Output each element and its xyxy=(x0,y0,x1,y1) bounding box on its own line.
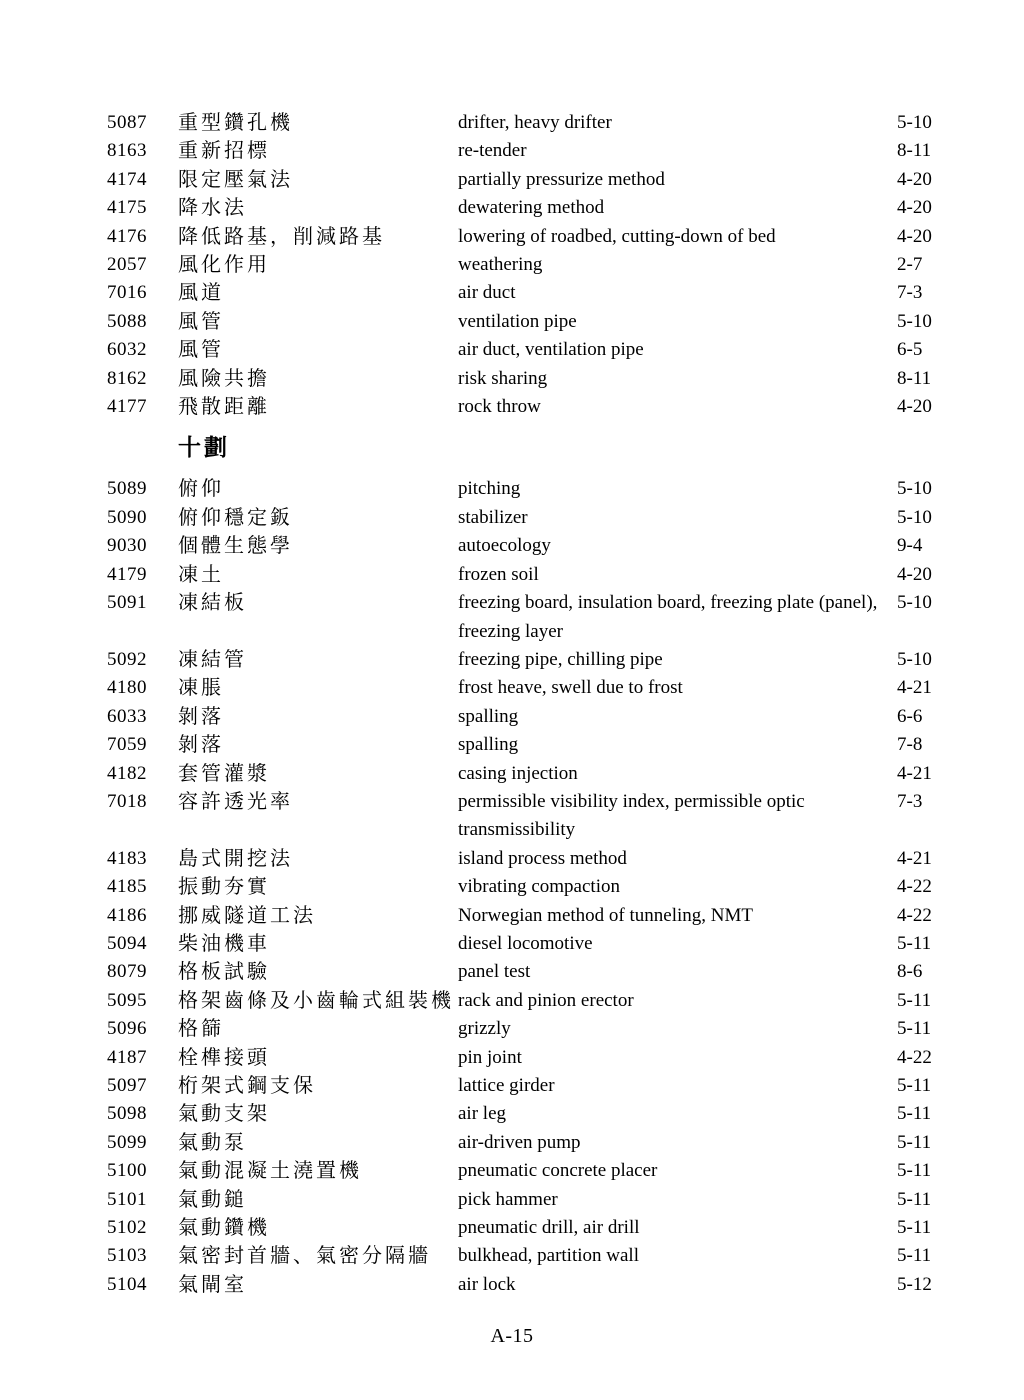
term-row xyxy=(107,760,1004,788)
term-chinese: 格篩 xyxy=(178,1018,224,1041)
term-chinese: 重新招標 xyxy=(178,140,270,163)
term-row xyxy=(107,958,1004,986)
term-row xyxy=(107,731,1004,759)
term-page-ref: 9-4 xyxy=(897,535,923,557)
term-row xyxy=(107,646,1004,674)
term-id: 5087 xyxy=(107,112,147,133)
term-chinese: 凍土 xyxy=(178,563,224,586)
term-row xyxy=(107,1214,1004,1242)
term-english: diesel locomotive xyxy=(458,932,593,954)
term-id: 5098 xyxy=(107,1103,147,1125)
term-id: 7016 xyxy=(107,282,147,304)
term-id: 8163 xyxy=(107,140,147,162)
term-id: 5088 xyxy=(107,310,147,332)
term-chinese: 風管 xyxy=(178,339,224,362)
term-row xyxy=(107,504,1004,532)
term-page-ref: 5-10 xyxy=(897,648,932,670)
term-row xyxy=(107,788,1004,845)
term-id: 4175 xyxy=(107,197,147,219)
term-english: pneumatic concrete placer xyxy=(458,1160,658,1182)
term-id: 5091 xyxy=(107,592,147,614)
term-english: air leg xyxy=(458,1103,507,1125)
term-english: lowering of roadbed, cutting-down of bed xyxy=(458,225,776,247)
term-english: spalling xyxy=(458,734,519,756)
term-chinese: 氣動泵 xyxy=(178,1131,247,1154)
term-id: 5104 xyxy=(107,1273,147,1295)
term-row xyxy=(107,1044,1004,1072)
term-english: grizzly xyxy=(458,1018,511,1040)
term-page-ref: 4-21 xyxy=(897,847,932,869)
term-page-ref: 5-11 xyxy=(897,1018,932,1040)
term-english: pin joint xyxy=(458,1046,522,1068)
term-row xyxy=(107,1186,1004,1214)
term-chinese: 柴油機車 xyxy=(178,932,270,955)
term-chinese: 氣密封首牆、氣密分隔牆 xyxy=(178,1245,431,1268)
term-row xyxy=(107,365,1004,393)
term-row xyxy=(107,308,1004,336)
term-chinese: 容許透光率 xyxy=(178,790,293,813)
term-chinese: 套管灌漿 xyxy=(178,762,270,785)
term-english: rock throw xyxy=(458,396,541,418)
term-chinese: 風道 xyxy=(178,282,224,305)
term-page-ref: 5-11 xyxy=(897,1188,932,1210)
term-chinese: 俯仰 xyxy=(178,478,224,501)
term-chinese: 桁架式鋼支保 xyxy=(178,1075,316,1097)
term-english: Norwegian method of tunneling, NMT xyxy=(458,904,753,926)
term-row xyxy=(107,532,1004,560)
term-english: drifter, heavy drifter xyxy=(458,112,612,133)
term-english: pitching xyxy=(458,478,521,500)
term-id: 5103 xyxy=(107,1245,147,1267)
term-id: 5095 xyxy=(107,989,147,1011)
term-row xyxy=(107,109,1004,137)
term-page-ref: 4-20 xyxy=(897,563,932,585)
term-row xyxy=(107,589,1004,646)
term-row xyxy=(107,251,1004,279)
term-row xyxy=(107,1271,1004,1299)
term-id: 5099 xyxy=(107,1131,147,1153)
term-id: 5094 xyxy=(107,932,147,954)
term-row xyxy=(107,1157,1004,1185)
term-id: 6032 xyxy=(107,339,147,361)
term-english: casing injection xyxy=(458,762,578,784)
term-chinese: 振動夯實 xyxy=(178,876,270,899)
term-english: dewatering method xyxy=(458,197,605,219)
term-row xyxy=(107,1242,1004,1270)
term-page-ref: 8-6 xyxy=(897,961,923,983)
term-row xyxy=(107,1129,1004,1157)
term-page-ref: 7-8 xyxy=(897,734,923,756)
term-chinese: 氣動鑽機 xyxy=(178,1217,270,1240)
term-id: 4177 xyxy=(107,396,147,418)
term-page-ref: 4-22 xyxy=(897,876,932,898)
term-english: re-tender xyxy=(458,140,527,162)
term-row xyxy=(107,561,1004,589)
term-page-ref: 5-11 xyxy=(897,1160,932,1182)
term-chinese: 島式開挖法 xyxy=(178,847,293,870)
term-page-ref: 5-10 xyxy=(897,506,932,528)
term-english: air-driven pump xyxy=(458,1131,581,1153)
term-row xyxy=(107,1100,1004,1128)
term-page-ref: 4-20 xyxy=(897,396,932,418)
term-chinese: 氣動支架 xyxy=(178,1103,270,1126)
term-chinese: 限定壓氣法 xyxy=(178,168,293,191)
term-id: 5096 xyxy=(107,1018,147,1040)
term-row xyxy=(107,1072,1004,1100)
term-id: 9030 xyxy=(107,535,147,557)
term-english: weathering xyxy=(458,254,543,276)
term-row xyxy=(107,194,1004,222)
term-chinese: 氣動混凝土澆置機 xyxy=(178,1160,362,1183)
term-page-ref: 4-22 xyxy=(897,1046,932,1068)
term-chinese: 氣閘室 xyxy=(178,1273,247,1296)
term-page-ref: 5-11 xyxy=(897,1103,932,1125)
term-chinese: 挪威隧道工法 xyxy=(178,904,316,927)
term-row xyxy=(107,279,1004,307)
term-row xyxy=(107,674,1004,702)
term-id: 8079 xyxy=(107,961,147,983)
term-english: vibrating compaction xyxy=(458,876,620,898)
term-chinese: 飛散距離 xyxy=(178,396,270,419)
term-id: 5097 xyxy=(107,1075,147,1096)
term-row xyxy=(107,703,1004,731)
term-english: permissible visibility index, permissible optic transmissibility xyxy=(458,790,805,841)
term-page-ref: 2-7 xyxy=(897,254,923,276)
term-id: 4174 xyxy=(107,168,147,190)
term-chinese: 凍結管 xyxy=(178,648,247,671)
term-page-ref: 4-21 xyxy=(897,677,932,699)
term-id: 7059 xyxy=(107,734,147,756)
term-id: 4185 xyxy=(107,876,147,898)
term-row xyxy=(107,873,1004,901)
term-id: 8162 xyxy=(107,367,147,389)
term-english: lattice girder xyxy=(458,1075,555,1096)
term-id: 7018 xyxy=(107,790,147,812)
term-chinese: 風化作用 xyxy=(178,254,270,277)
glossary-list xyxy=(107,109,1004,1299)
term-chinese: 剝落 xyxy=(178,734,224,757)
term-english: frozen soil xyxy=(458,563,539,585)
term-english: frost heave, swell due to frost xyxy=(458,677,683,699)
term-row xyxy=(107,223,1004,251)
term-row xyxy=(107,902,1004,930)
term-id: 4182 xyxy=(107,762,147,784)
term-row xyxy=(107,475,1004,503)
term-page-ref: 8-11 xyxy=(897,140,932,162)
term-page-ref: 4-22 xyxy=(897,904,932,926)
term-page-ref: 5-10 xyxy=(897,112,932,133)
term-english: air lock xyxy=(458,1273,516,1295)
term-row xyxy=(107,987,1004,1015)
page-number: A-15 xyxy=(490,1325,534,1348)
term-row xyxy=(107,336,1004,364)
term-row xyxy=(107,1015,1004,1043)
term-english: freezing board, insulation board, freezing plate (panel), freezing layer xyxy=(458,592,878,642)
term-english: panel test xyxy=(458,961,531,983)
term-id: 5100 xyxy=(107,1160,147,1182)
term-chinese: 格板試驗 xyxy=(178,961,270,984)
term-chinese: 個體生態學 xyxy=(178,535,293,558)
term-english: risk sharing xyxy=(458,367,548,389)
term-chinese: 重型鑽孔機 xyxy=(178,112,293,134)
term-chinese: 降低路基，削減路基 xyxy=(178,225,385,248)
term-chinese: 氣動鎚 xyxy=(178,1188,247,1211)
term-id: 4180 xyxy=(107,677,147,699)
term-id: 5092 xyxy=(107,648,147,670)
term-row xyxy=(107,137,1004,165)
term-chinese: 凍脹 xyxy=(178,677,224,700)
term-chinese: 剝落 xyxy=(178,705,224,728)
term-page-ref: 7-3 xyxy=(897,790,923,812)
term-id: 4179 xyxy=(107,563,147,585)
term-id: 2057 xyxy=(107,254,147,276)
term-page-ref: 5-10 xyxy=(897,310,932,332)
term-row xyxy=(107,393,1004,421)
term-english: partially pressurize method xyxy=(458,168,665,190)
term-english: pneumatic drill, air drill xyxy=(458,1217,640,1239)
term-english: stabilizer xyxy=(458,506,528,528)
term-english: rack and pinion erector xyxy=(458,989,634,1011)
term-english: pick hammer xyxy=(458,1188,558,1210)
term-page-ref: 6-6 xyxy=(897,705,923,727)
term-english: air duct xyxy=(458,282,516,304)
term-id: 5102 xyxy=(107,1217,147,1239)
term-chinese: 風險共擔 xyxy=(178,367,270,390)
term-page-ref: 5-10 xyxy=(897,478,932,500)
term-page-ref: 8-11 xyxy=(897,367,932,389)
term-page-ref: 4-20 xyxy=(897,225,932,247)
term-id: 4183 xyxy=(107,847,147,869)
term-page-ref: 6-5 xyxy=(897,339,923,361)
term-page-ref: 4-21 xyxy=(897,762,932,784)
term-english: spalling xyxy=(458,705,519,727)
term-id: 5090 xyxy=(107,506,147,528)
term-id: 6033 xyxy=(107,705,147,727)
term-id: 5089 xyxy=(107,478,147,500)
term-row xyxy=(107,166,1004,194)
term-english: autoecology xyxy=(458,535,551,557)
term-chinese: 格架齒條及小齒輪式組裝機 xyxy=(178,989,454,1012)
term-page-ref: 5-12 xyxy=(897,1273,932,1295)
term-page-ref: 5-11 xyxy=(897,1075,932,1096)
section-header: 十劃 xyxy=(178,435,230,461)
term-page-ref: 5-11 xyxy=(897,1217,932,1239)
term-chinese: 栓榫接頭 xyxy=(178,1046,270,1069)
term-id: 4176 xyxy=(107,225,147,247)
term-english: island process method xyxy=(458,847,627,869)
term-page-ref: 7-3 xyxy=(897,282,923,304)
term-english: freezing pipe, chilling pipe xyxy=(458,648,663,670)
term-english: ventilation pipe xyxy=(458,310,577,332)
term-row xyxy=(107,845,1004,873)
term-page-ref: 5-11 xyxy=(897,932,932,954)
term-page-ref: 5-11 xyxy=(897,1131,932,1153)
term-page-ref: 5-10 xyxy=(897,592,932,614)
term-id: 5101 xyxy=(107,1188,147,1210)
term-page-ref: 5-11 xyxy=(897,1245,932,1267)
term-chinese: 降水法 xyxy=(178,197,247,220)
term-row xyxy=(107,930,1004,958)
term-chinese: 俯仰穩定鈑 xyxy=(178,506,293,529)
term-chinese: 風管 xyxy=(178,310,224,333)
term-chinese: 凍結板 xyxy=(178,592,247,615)
term-id: 4186 xyxy=(107,904,147,926)
term-page-ref: 5-11 xyxy=(897,989,932,1011)
term-english: air duct, ventilation pipe xyxy=(458,339,644,361)
term-page-ref: 4-20 xyxy=(897,168,932,190)
term-page-ref: 4-20 xyxy=(897,197,932,219)
term-id: 4187 xyxy=(107,1046,147,1068)
term-english: bulkhead, partition wall xyxy=(458,1245,639,1267)
